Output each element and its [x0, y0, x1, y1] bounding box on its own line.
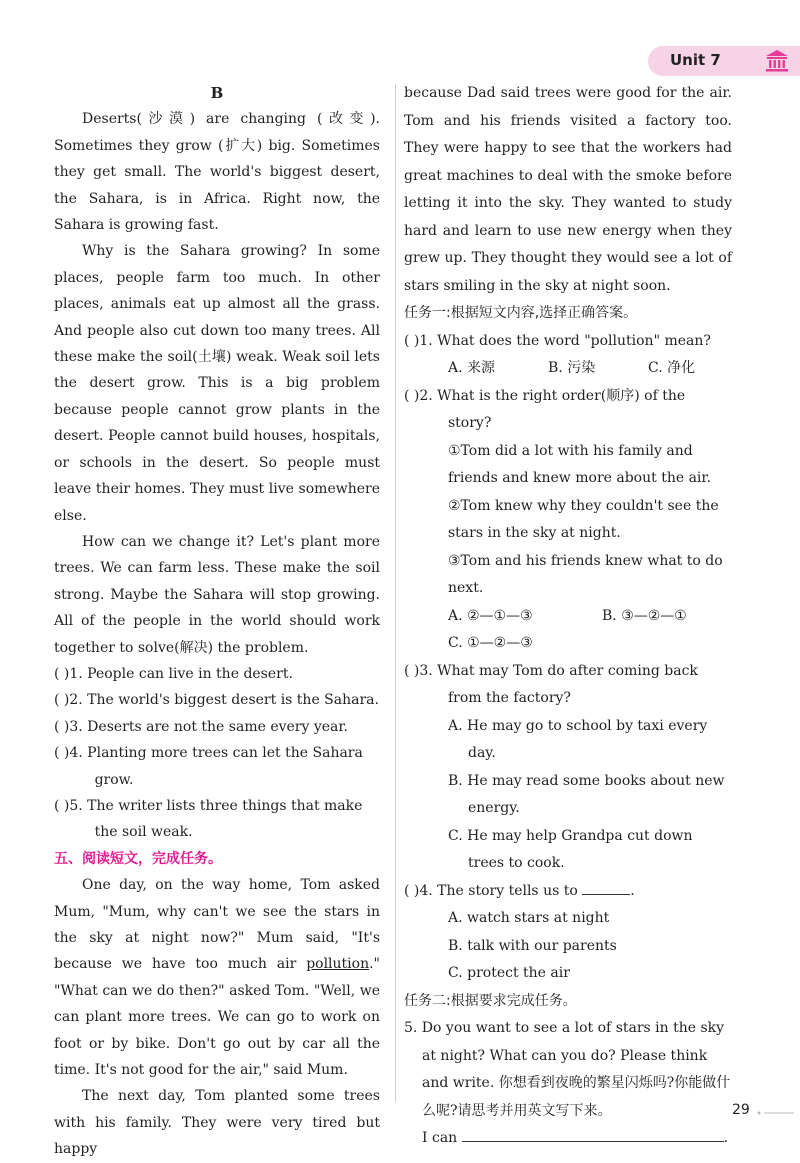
- q4-option-c[interactable]: C. protect the air: [448, 965, 570, 981]
- passage-paragraph-1: Deserts(沙漠) are changing (改变). Sometimes they grow (扩大) big. Sometimes they get small. The world's biggest desert, the Sahara, is in Africa. Right now, the Sahara is growing fast.: [54, 111, 380, 234]
- question-3[interactable]: ( )3. What may Tom do after coming back from the factory?: [404, 662, 698, 706]
- q5-answer-end: .: [723, 1130, 729, 1146]
- q4-end: .: [630, 882, 635, 899]
- q4-answer-blank[interactable]: [582, 893, 630, 895]
- story-continuation: because Dad said trees were good for the air. Tom and his friends visited a factory too. They were happy to see that the workers had great machines to deal with the smoke before letting it into the sky. They wanted to study hard and learn to use new energy when they grew up. They thought they would see a lot of stars smiling in the sky at night soon.: [404, 85, 732, 294]
- q2-option-b[interactable]: B. ③—②—①: [602, 607, 687, 624]
- q3-option-b[interactable]: B. He may read some books about new energy.: [448, 772, 725, 816]
- passage-paragraph-2: Why is the Sahara growing? In some places, people farm too much. In other places, animals eat up almost all the grass. And people also cut down too many trees. All these make the soil(土壤) weak. Weak soil lets the desert grow. This is a big problem because people cannot grow plants in the desert. People cannot build houses, hospitals, or schools in the desert. So people must leave their homes. They must live somewhere else.: [54, 243, 380, 524]
- q5-answer-row: [404, 1125, 732, 1153]
- q2-option-c[interactable]: C. ①—②—③: [448, 635, 533, 651]
- q2-option-a[interactable]: A. ②—①—③: [448, 607, 533, 624]
- story-paragraph-1: [54, 872, 380, 1083]
- story-text-a: One day, on the way home, Tom asked Mum, "Mum, why can't we see the stars in the sky at night now?" Mum said, "It's because we have too much air: [54, 877, 380, 973]
- passage-paragraph-3: How can we change it? Let's plant more trees. We can farm less. These make the soil strong. Maybe the Sahara will stop growing. All of the people in the world should work together to solve(解决) the problem.: [54, 533, 380, 656]
- q4-option-b[interactable]: B. talk with our parents: [448, 937, 617, 954]
- q5-answer-prefix: I can: [422, 1130, 458, 1146]
- q5-answer-line[interactable]: [462, 1141, 724, 1142]
- tf-item-4[interactable]: ( )4. Planting more trees can let the Sahara grow.: [54, 745, 363, 788]
- q2-event-2: ②Tom knew why they couldn't see the stars in the sky at night.: [448, 497, 719, 541]
- section-title: 五、阅读短文，完成任务。: [54, 850, 222, 867]
- left-column: [54, 80, 380, 1163]
- q2-options-row1: [404, 603, 732, 631]
- story-paragraph-2: The next day, Tom planted some trees with his family. They were very tired but happy: [54, 1088, 380, 1158]
- question-4[interactable]: [404, 878, 732, 906]
- q4-option-a[interactable]: A. watch stars at night: [448, 910, 610, 926]
- q3-option-a[interactable]: A. He may go to school by taxi every day.: [448, 717, 708, 761]
- q1-options: [404, 355, 732, 383]
- q1-option-a[interactable]: A. 来源: [448, 360, 496, 376]
- unit-tab: [648, 46, 800, 76]
- tf-item-1[interactable]: ( )1. People can live in the desert.: [54, 665, 293, 682]
- q2-event-3: ③Tom and his friends knew what to do next.: [448, 552, 723, 596]
- column-divider: [395, 84, 396, 1102]
- q4-text: ( )4. The story tells us to: [404, 882, 578, 899]
- right-column: [404, 80, 732, 1153]
- museum-icon: [764, 48, 790, 74]
- page-number: 29: [732, 1102, 750, 1118]
- tf-item-5[interactable]: ( )5. The writer lists three things that make the soil weak.: [54, 797, 363, 841]
- question-5: 5. Do you want to see a lot of stars in the sky at night? What can you do? Please think and write. 你想看到夜晚的繁星闪烁吗?你能做什么呢?请思考并用英文写下来。: [404, 1020, 731, 1119]
- question-1[interactable]: ( )1. What does the word "pollution" mean?: [404, 332, 711, 349]
- q2-event-1: ①Tom did a lot with his family and friends and knew more about the air.: [448, 442, 712, 486]
- q1-option-b[interactable]: B. 污染: [548, 360, 596, 376]
- q3-option-c[interactable]: C. He may help Grandpa cut down trees to cook.: [448, 827, 693, 871]
- unit-label: Unit 7: [670, 51, 721, 69]
- task1-title: 任务一:根据短文内容,选择正确答案。: [404, 305, 638, 321]
- tf-item-2[interactable]: ( )2. The world's biggest desert is the Sahara.: [54, 692, 379, 709]
- q2-options-row2: [404, 630, 732, 658]
- page-dots-decoration: [756, 1110, 796, 1116]
- passage-heading: B: [210, 84, 224, 102]
- question-2[interactable]: ( )2. What is the right order(顺序) of the story?: [404, 387, 686, 431]
- tf-item-3[interactable]: ( )3. Deserts are not the same every year.: [54, 718, 349, 735]
- pollution-word: pollution: [306, 956, 370, 973]
- story-text-b: ." "What can we do then?" asked Tom. "Well, we can plant more trees. We can go to work on foot or by bike. Don't go out by car all the time. It's not good for the air," said Mum.: [54, 956, 380, 1079]
- q1-option-c[interactable]: C. 净化: [648, 360, 696, 376]
- task2-title: 任务二:根据要求完成任务。: [404, 992, 577, 1009]
